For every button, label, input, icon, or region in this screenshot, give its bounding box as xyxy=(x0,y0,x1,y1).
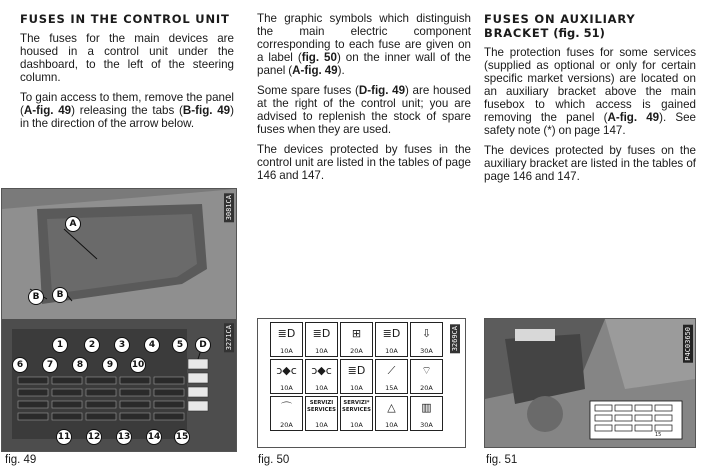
fuse-amp: 10A xyxy=(385,347,398,355)
fuse-cell-7 xyxy=(305,359,338,394)
paragraph-devices-protected: The devices protected by fuses in the control unit are listed in the tables of page 146 and 147. xyxy=(257,143,471,182)
fuse-number-12: 12 xyxy=(86,429,102,445)
paragraph-graphic-symbols xyxy=(257,12,471,77)
fuse-number-15: 15 xyxy=(174,429,190,445)
fuse-amp: 10A xyxy=(315,421,328,429)
reference-d-fig49: D-fig. 49 xyxy=(358,84,406,97)
fuse-amp: 30A xyxy=(420,347,433,355)
fuse-number-13: 13 xyxy=(116,429,132,445)
fuse-number-2: 2 xyxy=(84,337,100,353)
rear-defrost-icon: ▥ xyxy=(421,401,432,414)
paragraph-access-instructions xyxy=(20,91,234,130)
figure-49-photo xyxy=(1,188,237,452)
fuse-cell-9 xyxy=(375,359,408,394)
fuse-amp: 10A xyxy=(280,347,293,355)
fig51-illustration xyxy=(485,319,695,447)
fuse-amp: 10A xyxy=(315,347,328,355)
services-label: SERVIZI SERVICES xyxy=(307,400,336,413)
fuse-number-14: 14 xyxy=(146,429,162,445)
label-d: D xyxy=(195,337,211,353)
side-light-icon: ᴐ◆ᴄ xyxy=(311,364,332,377)
fuse-amp: 10A xyxy=(315,384,328,392)
fuse-cell-12 xyxy=(305,396,338,431)
reference-fig50: fig. 50 xyxy=(301,51,337,64)
right-column xyxy=(484,0,696,190)
text-span: ) in the direction of the arrow below. xyxy=(20,104,234,130)
fuse-cell-14 xyxy=(375,396,408,431)
fuse-number-9: 9 xyxy=(102,357,118,373)
fuse-cell-11 xyxy=(270,396,303,431)
fuse-cell-4 xyxy=(375,322,408,357)
reference-a-fig49: A-fig. 49 xyxy=(607,111,660,124)
fuse-number-8: 8 xyxy=(72,357,88,373)
paragraph-fuses-location: The fuses for the main devices are housed in a control unit under the dashboard, to the left of the steering column. xyxy=(20,32,234,84)
text-span: ). xyxy=(337,64,345,77)
caption-fig49: fig. 49 xyxy=(5,454,37,466)
fuse-cell-3 xyxy=(340,322,373,357)
fuse-cell-13 xyxy=(340,396,373,431)
fuse-cell-6 xyxy=(270,359,303,394)
fuse-cell-1 xyxy=(270,322,303,357)
wiper-icon: ⌔ xyxy=(421,364,432,377)
seat-icon: ⟋ xyxy=(387,364,396,377)
fuse-amp: 10A xyxy=(385,421,398,429)
text-span: The graphic symbols which distinguish the main electric component corresponding to each fuse are given on a label ( xyxy=(257,12,471,64)
dashboard-icon: ⊞ xyxy=(351,327,362,340)
fig51-code: P4C03650 xyxy=(684,327,692,361)
reference-a-fig49: A-fig. 49 xyxy=(23,104,72,117)
low-beam-icon: ≣D xyxy=(277,327,296,340)
fuse-number-7: 7 xyxy=(42,357,58,373)
heading-fig-ref: (fig. 51) xyxy=(549,26,605,40)
paragraph-spare-fuses xyxy=(257,84,471,136)
fuse-cell-8 xyxy=(340,359,373,394)
text-span: ) on the inner wall of the panel ( xyxy=(257,51,472,77)
text-span: Some spare fuses ( xyxy=(257,84,359,97)
fuse-amp: 20A xyxy=(350,347,363,355)
fig50-code: 3269CA xyxy=(451,326,459,352)
label-b-right: B xyxy=(52,287,68,303)
fuse-number-3: 3 xyxy=(114,337,130,353)
fuse-cell-15 xyxy=(410,396,443,431)
window-icon: ⇩ xyxy=(421,327,432,340)
fuse-number-10: 10 xyxy=(130,357,146,373)
hazard-icon: △ xyxy=(387,401,396,414)
fuse-amp: 20A xyxy=(420,384,433,392)
fig49-illustration xyxy=(2,189,236,451)
text-span: ) releasing the tabs ( xyxy=(71,104,183,117)
fuse-number-11: 11 xyxy=(56,429,72,445)
fuse-amp: 10A xyxy=(350,421,363,429)
label-b-left: B xyxy=(28,289,44,305)
caption-fig50: fig. 50 xyxy=(258,454,290,466)
heading-auxiliary-bracket xyxy=(484,12,696,40)
high-beam-icon: ≣D xyxy=(347,364,366,377)
paragraph-auxiliary-devices: The devices protected by fuses on the auxiliary bracket are listed in the tables of page 146 and 147. xyxy=(484,144,696,183)
high-beam-icon: ≣D xyxy=(382,327,401,340)
fig49-code-bottom: 3271CA xyxy=(225,325,233,351)
caption-fig51: fig. 51 xyxy=(486,454,518,466)
reference-a-fig49: A-fig. 49 xyxy=(292,64,338,77)
text-span: To gain access to them, remove the panel ( xyxy=(20,91,234,117)
text-span: The protection fuses for some services (supplied as optional or only for certain specific market versions) are located on an auxiliary bracket above the main fusebox to which access is gained removing the panel ( xyxy=(484,46,696,124)
text-span: ) are housed at the right of the control unit; you are advised to replenish the stock of spare fuses when they are used. xyxy=(257,84,472,136)
fuse-amp: 20A xyxy=(280,421,293,429)
middle-column xyxy=(257,0,471,189)
low-beam-icon: ≣D xyxy=(312,327,331,340)
fuse-amp: 10A xyxy=(350,384,363,392)
fuse-amp: 10A xyxy=(280,384,293,392)
fuse-cell-2 xyxy=(305,322,338,357)
horn-icon: ⌒ xyxy=(281,401,292,414)
reference-b-fig49: B-fig. 49 xyxy=(182,104,231,117)
paragraph-protection-fuses xyxy=(484,46,696,137)
left-column xyxy=(20,0,234,137)
heading-line-2: BRACKET xyxy=(484,26,550,40)
heading-fuses-control-unit: FUSES IN THE CONTROL UNIT xyxy=(20,12,230,26)
fuse-cell-5 xyxy=(410,322,443,357)
figure-51-photo xyxy=(484,318,696,448)
fuse-number-4: 4 xyxy=(144,337,160,353)
text-span: ). See safety note (*) on page 147. xyxy=(484,111,696,137)
heading-line-1: FUSES ON AUXILIARY xyxy=(484,12,636,26)
fuse-cell-10 xyxy=(410,359,443,394)
bracket-fuse-15: 15 xyxy=(655,432,662,438)
fuse-number-1: 1 xyxy=(52,337,68,353)
fuse-number-6: 6 xyxy=(12,357,28,373)
fuse-amp: 30A xyxy=(420,421,433,429)
services-label: SERVIZI* SERVICES xyxy=(342,400,371,413)
fuse-amp: 15A xyxy=(385,384,398,392)
fuse-label-grid xyxy=(270,322,443,431)
fig49-code-top: 3081CA xyxy=(225,195,233,221)
label-a: A xyxy=(65,216,81,232)
side-light-icon: ᴐ◆ᴄ xyxy=(276,364,297,377)
fuse-number-5: 5 xyxy=(172,337,188,353)
